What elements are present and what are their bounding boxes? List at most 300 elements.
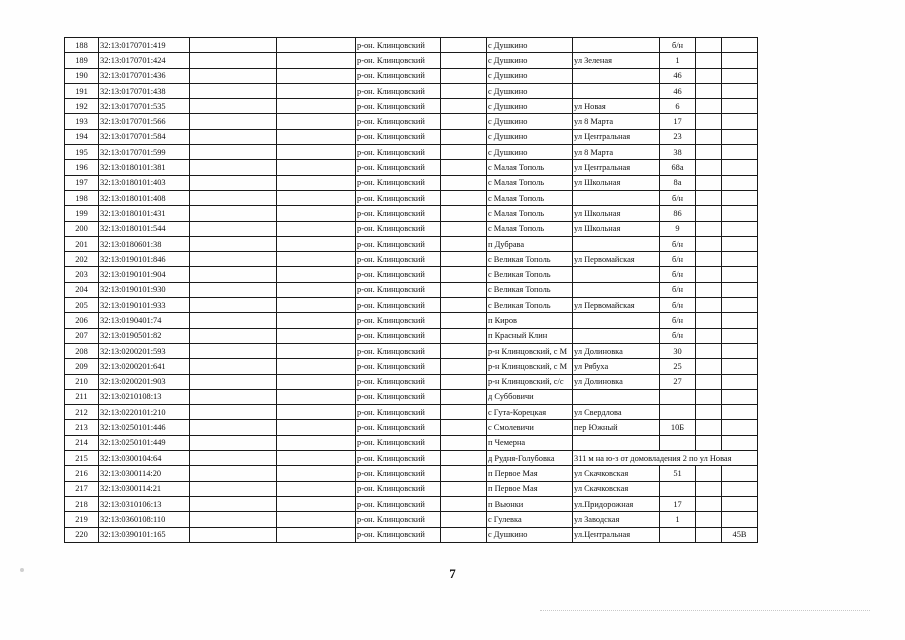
- empty-cell: [441, 481, 487, 496]
- locality-cell: с Великая Тополь: [487, 298, 573, 313]
- street-cell: [573, 68, 660, 83]
- table-row: [65, 328, 758, 343]
- empty-cell: [441, 221, 487, 236]
- locality-cell: с Душкино: [487, 114, 573, 129]
- district-cell: р-он. Клинцовский: [356, 512, 441, 527]
- district-cell: р-он. Клинцовский: [356, 221, 441, 236]
- district-cell: р-он. Клинцовский: [356, 527, 441, 542]
- row-number-cell: 214: [65, 435, 99, 450]
- street-cell: ул Зеленая: [573, 53, 660, 68]
- empty-cell: [722, 359, 758, 374]
- locality-cell: с Малая Тополь: [487, 221, 573, 236]
- empty-cell: [722, 99, 758, 114]
- empty-cell: [722, 175, 758, 190]
- district-cell: р-он. Клинцовский: [356, 298, 441, 313]
- empty-cell: [277, 160, 356, 175]
- locality-cell: п Чемерна: [487, 435, 573, 450]
- house-number-cell: 6: [660, 99, 696, 114]
- location-note-cell: 311 м на ю-з от домовладения 2 по ул Новая: [573, 451, 758, 466]
- empty-cell: [722, 512, 758, 527]
- table-row: [65, 343, 758, 358]
- house-number-cell: 1: [660, 512, 696, 527]
- empty-cell: [441, 190, 487, 205]
- locality-cell: р-н Клинцовский, с М: [487, 343, 573, 358]
- table-row: [65, 282, 758, 297]
- empty-cell: [190, 466, 277, 481]
- empty-cell: [722, 298, 758, 313]
- empty-cell: [722, 389, 758, 404]
- house-number-cell: 9: [660, 221, 696, 236]
- row-number-cell: 191: [65, 83, 99, 98]
- district-cell: р-он. Клинцовский: [356, 420, 441, 435]
- locality-cell: с Душкино: [487, 68, 573, 83]
- table-row: [65, 298, 758, 313]
- table-row: [65, 374, 758, 389]
- empty-cell: [277, 435, 356, 450]
- district-cell: р-он. Клинцовский: [356, 328, 441, 343]
- empty-cell: [696, 267, 722, 282]
- empty-cell: [441, 496, 487, 511]
- locality-cell: п Дубрава: [487, 236, 573, 251]
- empty-cell: [696, 99, 722, 114]
- empty-cell: [190, 420, 277, 435]
- table-row: [65, 175, 758, 190]
- street-cell: пер Южный: [573, 420, 660, 435]
- empty-cell: [696, 374, 722, 389]
- empty-cell: [696, 282, 722, 297]
- empty-cell: [190, 38, 277, 53]
- cadastral-number-cell: 32:13:0300114:20: [99, 466, 190, 481]
- street-cell: ул Новая: [573, 99, 660, 114]
- empty-cell: [277, 114, 356, 129]
- district-cell: р-он. Клинцовский: [356, 190, 441, 205]
- cadastral-number-cell: 32:13:0170701:438: [99, 83, 190, 98]
- empty-cell: [277, 252, 356, 267]
- empty-cell: [277, 68, 356, 83]
- locality-cell: с Малая Тополь: [487, 190, 573, 205]
- empty-cell: [441, 129, 487, 144]
- empty-cell: [441, 206, 487, 221]
- house-number-cell: б/н: [660, 38, 696, 53]
- street-cell: ул 8 Марта: [573, 114, 660, 129]
- row-number-cell: 203: [65, 267, 99, 282]
- cadastral-number-cell: 32:13:0180101:544: [99, 221, 190, 236]
- empty-cell: [441, 175, 487, 190]
- locality-cell: с Душкино: [487, 83, 573, 98]
- empty-cell: [696, 359, 722, 374]
- empty-cell: [190, 129, 277, 144]
- district-cell: р-он. Клинцовский: [356, 252, 441, 267]
- land-plots-table: [64, 37, 758, 543]
- empty-cell: [190, 282, 277, 297]
- locality-cell: с Душкино: [487, 527, 573, 542]
- street-cell: ул Рябуха: [573, 359, 660, 374]
- row-number-cell: 218: [65, 496, 99, 511]
- street-cell: [573, 83, 660, 98]
- cadastral-number-cell: 32:13:0210108:13: [99, 389, 190, 404]
- empty-cell: [696, 114, 722, 129]
- empty-cell: [277, 38, 356, 53]
- table-row: [65, 481, 758, 496]
- empty-cell: [722, 236, 758, 251]
- street-cell: ул Долиновка: [573, 374, 660, 389]
- empty-cell: [696, 160, 722, 175]
- street-cell: ул Школьная: [573, 175, 660, 190]
- table-row: [65, 38, 758, 53]
- table-row: [65, 129, 758, 144]
- empty-cell: [696, 221, 722, 236]
- empty-cell: [277, 420, 356, 435]
- table-row: [65, 252, 758, 267]
- table-row: [65, 236, 758, 251]
- house-number-cell: 27: [660, 374, 696, 389]
- table-row: [65, 496, 758, 511]
- empty-cell: [277, 512, 356, 527]
- empty-cell: [441, 99, 487, 114]
- district-cell: р-он. Клинцовский: [356, 38, 441, 53]
- cadastral-number-cell: 32:13:0190101:846: [99, 252, 190, 267]
- row-number-cell: 196: [65, 160, 99, 175]
- empty-cell: [441, 374, 487, 389]
- row-number-cell: 212: [65, 405, 99, 420]
- row-number-cell: 215: [65, 451, 99, 466]
- district-cell: р-он. Клинцовский: [356, 405, 441, 420]
- street-cell: [573, 328, 660, 343]
- empty-cell: [696, 68, 722, 83]
- street-cell: [573, 236, 660, 251]
- locality-cell: д Рудня-Голубовка: [487, 451, 573, 466]
- empty-cell: [696, 527, 722, 542]
- cadastral-number-cell: 32:13:0180101:403: [99, 175, 190, 190]
- empty-cell: [190, 328, 277, 343]
- cadastral-number-cell: 32:13:0300104:64: [99, 451, 190, 466]
- house-number-cell: б/н: [660, 236, 696, 251]
- district-cell: р-он. Клинцовский: [356, 343, 441, 358]
- row-number-cell: 193: [65, 114, 99, 129]
- district-cell: р-он. Клинцовский: [356, 83, 441, 98]
- table-row: [65, 221, 758, 236]
- street-cell: ул Заводская: [573, 512, 660, 527]
- row-number-cell: 194: [65, 129, 99, 144]
- cadastral-number-cell: 32:13:0170701:535: [99, 99, 190, 114]
- street-cell: [573, 313, 660, 328]
- empty-cell: [190, 252, 277, 267]
- empty-cell: [441, 451, 487, 466]
- table-row: [65, 114, 758, 129]
- empty-cell: [722, 267, 758, 282]
- empty-cell: [722, 252, 758, 267]
- locality-cell: р-н Клинцовский, с М: [487, 359, 573, 374]
- row-number-cell: 217: [65, 481, 99, 496]
- empty-cell: [696, 53, 722, 68]
- empty-cell: [277, 99, 356, 114]
- row-number-cell: 219: [65, 512, 99, 527]
- locality-cell: с Малая Тополь: [487, 175, 573, 190]
- row-number-cell: 206: [65, 313, 99, 328]
- empty-cell: [441, 282, 487, 297]
- empty-cell: [696, 206, 722, 221]
- empty-cell: [277, 451, 356, 466]
- district-cell: р-он. Клинцовский: [356, 481, 441, 496]
- house-number-cell: 68а: [660, 160, 696, 175]
- scan-speck: [20, 568, 24, 572]
- empty-cell: [696, 38, 722, 53]
- empty-cell: [277, 481, 356, 496]
- empty-cell: [696, 466, 722, 481]
- locality-cell: с Душкино: [487, 53, 573, 68]
- empty-cell: [277, 298, 356, 313]
- row-number-cell: 216: [65, 466, 99, 481]
- empty-cell: [277, 466, 356, 481]
- empty-cell: [277, 328, 356, 343]
- empty-cell: [190, 83, 277, 98]
- row-number-cell: 201: [65, 236, 99, 251]
- row-number-cell: 199: [65, 206, 99, 221]
- row-number-cell: 189: [65, 53, 99, 68]
- cadastral-number-cell: 32:13:0200201:903: [99, 374, 190, 389]
- empty-cell: [190, 298, 277, 313]
- empty-cell: [190, 389, 277, 404]
- empty-cell: [190, 68, 277, 83]
- district-cell: р-он. Клинцовский: [356, 282, 441, 297]
- empty-cell: [190, 512, 277, 527]
- cadastral-number-cell: 32:13:0200201:641: [99, 359, 190, 374]
- empty-cell: [190, 114, 277, 129]
- empty-cell: [696, 252, 722, 267]
- table-row: [65, 435, 758, 450]
- empty-cell: [190, 313, 277, 328]
- empty-cell: [696, 328, 722, 343]
- empty-cell: [696, 83, 722, 98]
- empty-cell: [722, 343, 758, 358]
- cadastral-number-cell: 32:13:0170701:584: [99, 129, 190, 144]
- district-cell: р-он. Клинцовский: [356, 145, 441, 160]
- house-number-cell: б/н: [660, 298, 696, 313]
- cadastral-number-cell: 32:13:0300114:21: [99, 481, 190, 496]
- empty-cell: [722, 496, 758, 511]
- district-cell: р-он. Клинцовский: [356, 313, 441, 328]
- cadastral-number-cell: 32:13:0170701:424: [99, 53, 190, 68]
- row-number-cell: 204: [65, 282, 99, 297]
- empty-cell: [722, 420, 758, 435]
- empty-cell: [722, 221, 758, 236]
- cadastral-number-cell: 32:13:0170701:599: [99, 145, 190, 160]
- empty-cell: [441, 420, 487, 435]
- house-number-cell: б/н: [660, 267, 696, 282]
- empty-cell: [190, 343, 277, 358]
- empty-cell: [441, 512, 487, 527]
- empty-cell: [696, 496, 722, 511]
- table-row: [65, 389, 758, 404]
- district-cell: р-он. Клинцовский: [356, 160, 441, 175]
- table-row: [65, 313, 758, 328]
- row-number-cell: 195: [65, 145, 99, 160]
- empty-cell: [696, 175, 722, 190]
- house-number-cell: 8а: [660, 175, 696, 190]
- locality-cell: п Красный Клин: [487, 328, 573, 343]
- cadastral-number-cell: 32:13:0180101:408: [99, 190, 190, 205]
- empty-cell: [277, 343, 356, 358]
- empty-cell: [190, 206, 277, 221]
- row-number-cell: 192: [65, 99, 99, 114]
- house-number-cell: б/н: [660, 252, 696, 267]
- row-number-cell: 205: [65, 298, 99, 313]
- house-number-cell: 1: [660, 53, 696, 68]
- empty-cell: [696, 512, 722, 527]
- cadastral-number-cell: 32:13:0180601:38: [99, 236, 190, 251]
- locality-cell: с Душкино: [487, 145, 573, 160]
- empty-cell: [441, 83, 487, 98]
- row-number-cell: 190: [65, 68, 99, 83]
- empty-cell: [277, 129, 356, 144]
- empty-cell: [722, 83, 758, 98]
- empty-cell: [441, 405, 487, 420]
- house-number-cell: 86: [660, 206, 696, 221]
- street-cell: ул Школьная: [573, 206, 660, 221]
- street-cell: ул Первомайская: [573, 252, 660, 267]
- table-row: [65, 359, 758, 374]
- empty-cell: [441, 359, 487, 374]
- empty-cell: [441, 389, 487, 404]
- empty-cell: [696, 313, 722, 328]
- table-row: [65, 512, 758, 527]
- house-number-cell: [660, 389, 696, 404]
- empty-cell: [190, 527, 277, 542]
- empty-cell: [722, 374, 758, 389]
- cadastral-number-cell: 32:13:0170701:436: [99, 68, 190, 83]
- cadastral-number-cell: 32:13:0310106:13: [99, 496, 190, 511]
- cadastral-number-cell: 32:13:0190401:74: [99, 313, 190, 328]
- empty-cell: [190, 221, 277, 236]
- cadastral-number-cell: 32:13:0360108:110: [99, 512, 190, 527]
- locality-cell: с Смолевичи: [487, 420, 573, 435]
- street-cell: ул.Придорожная: [573, 496, 660, 511]
- empty-cell: [722, 160, 758, 175]
- locality-cell: с Малая Тополь: [487, 160, 573, 175]
- empty-cell: [190, 451, 277, 466]
- row-number-cell: 198: [65, 190, 99, 205]
- cadastral-number-cell: 32:13:0180101:381: [99, 160, 190, 175]
- row-number-cell: 209: [65, 359, 99, 374]
- locality-cell: п Вьюнки: [487, 496, 573, 511]
- locality-cell: п Первое Мая: [487, 481, 573, 496]
- empty-cell: [696, 481, 722, 496]
- empty-cell: [277, 267, 356, 282]
- street-cell: ул.Центральная: [573, 527, 660, 542]
- empty-cell: [441, 313, 487, 328]
- cadastral-number-cell: 32:13:0190101:933: [99, 298, 190, 313]
- house-number-cell: 38: [660, 145, 696, 160]
- empty-cell: [190, 145, 277, 160]
- row-number-cell: 202: [65, 252, 99, 267]
- empty-cell: [277, 236, 356, 251]
- empty-cell: [441, 328, 487, 343]
- empty-cell: [441, 236, 487, 251]
- district-cell: р-он. Клинцовский: [356, 99, 441, 114]
- district-cell: р-он. Клинцовский: [356, 359, 441, 374]
- empty-cell: [722, 282, 758, 297]
- empty-cell: [277, 145, 356, 160]
- empty-cell: [722, 313, 758, 328]
- empty-cell: [722, 328, 758, 343]
- district-cell: р-он. Клинцовский: [356, 451, 441, 466]
- empty-cell: [190, 236, 277, 251]
- empty-cell: [277, 206, 356, 221]
- empty-cell: [441, 466, 487, 481]
- empty-cell: [190, 359, 277, 374]
- table-row: [65, 99, 758, 114]
- table-row: [65, 83, 758, 98]
- empty-cell: [696, 129, 722, 144]
- house-number-cell: 46: [660, 83, 696, 98]
- street-cell: ул Школьная: [573, 221, 660, 236]
- district-cell: р-он. Клинцовский: [356, 389, 441, 404]
- row-number-cell: 188: [65, 38, 99, 53]
- empty-cell: [696, 405, 722, 420]
- cadastral-number-cell: 32:13:0250101:449: [99, 435, 190, 450]
- cadastral-number-cell: 32:13:0190101:930: [99, 282, 190, 297]
- locality-cell: п Киров: [487, 313, 573, 328]
- locality-cell: с Душкино: [487, 99, 573, 114]
- district-cell: р-он. Клинцовский: [356, 236, 441, 251]
- empty-cell: [277, 313, 356, 328]
- empty-cell: [696, 236, 722, 251]
- empty-cell: [722, 38, 758, 53]
- empty-cell: [441, 53, 487, 68]
- empty-cell: [277, 175, 356, 190]
- district-cell: р-он. Клинцовский: [356, 374, 441, 389]
- street-cell: [573, 190, 660, 205]
- table-row: [65, 267, 758, 282]
- district-cell: р-он. Клинцовский: [356, 114, 441, 129]
- house-number-cell: [660, 435, 696, 450]
- row-number-cell: 197: [65, 175, 99, 190]
- cadastral-number-cell: 32:13:0170701:566: [99, 114, 190, 129]
- empty-cell: [190, 175, 277, 190]
- empty-cell: [696, 343, 722, 358]
- row-number-cell: 208: [65, 343, 99, 358]
- house-number-cell: 17: [660, 114, 696, 129]
- house-number-cell: б/н: [660, 328, 696, 343]
- street-cell: [573, 267, 660, 282]
- row-number-cell: 207: [65, 328, 99, 343]
- street-cell: ул Свердлова: [573, 405, 660, 420]
- empty-cell: [190, 267, 277, 282]
- empty-cell: [277, 359, 356, 374]
- empty-cell: [441, 435, 487, 450]
- house-number-cell: б/н: [660, 313, 696, 328]
- locality-cell: с Гулевка: [487, 512, 573, 527]
- street-cell: [573, 38, 660, 53]
- empty-cell: [277, 527, 356, 542]
- empty-cell: [722, 435, 758, 450]
- row-number-cell: 220: [65, 527, 99, 542]
- empty-cell: [441, 267, 487, 282]
- empty-cell: [696, 298, 722, 313]
- empty-cell: [277, 389, 356, 404]
- district-cell: р-он. Клинцовский: [356, 267, 441, 282]
- house-number-cell: б/н: [660, 190, 696, 205]
- empty-cell: [722, 481, 758, 496]
- house-number-cell: [660, 527, 696, 542]
- locality-cell: с Малая Тополь: [487, 206, 573, 221]
- row-number-cell: 210: [65, 374, 99, 389]
- locality-cell: с Великая Тополь: [487, 267, 573, 282]
- empty-cell: [190, 435, 277, 450]
- table-row: [65, 420, 758, 435]
- empty-cell: [190, 53, 277, 68]
- empty-cell: [441, 298, 487, 313]
